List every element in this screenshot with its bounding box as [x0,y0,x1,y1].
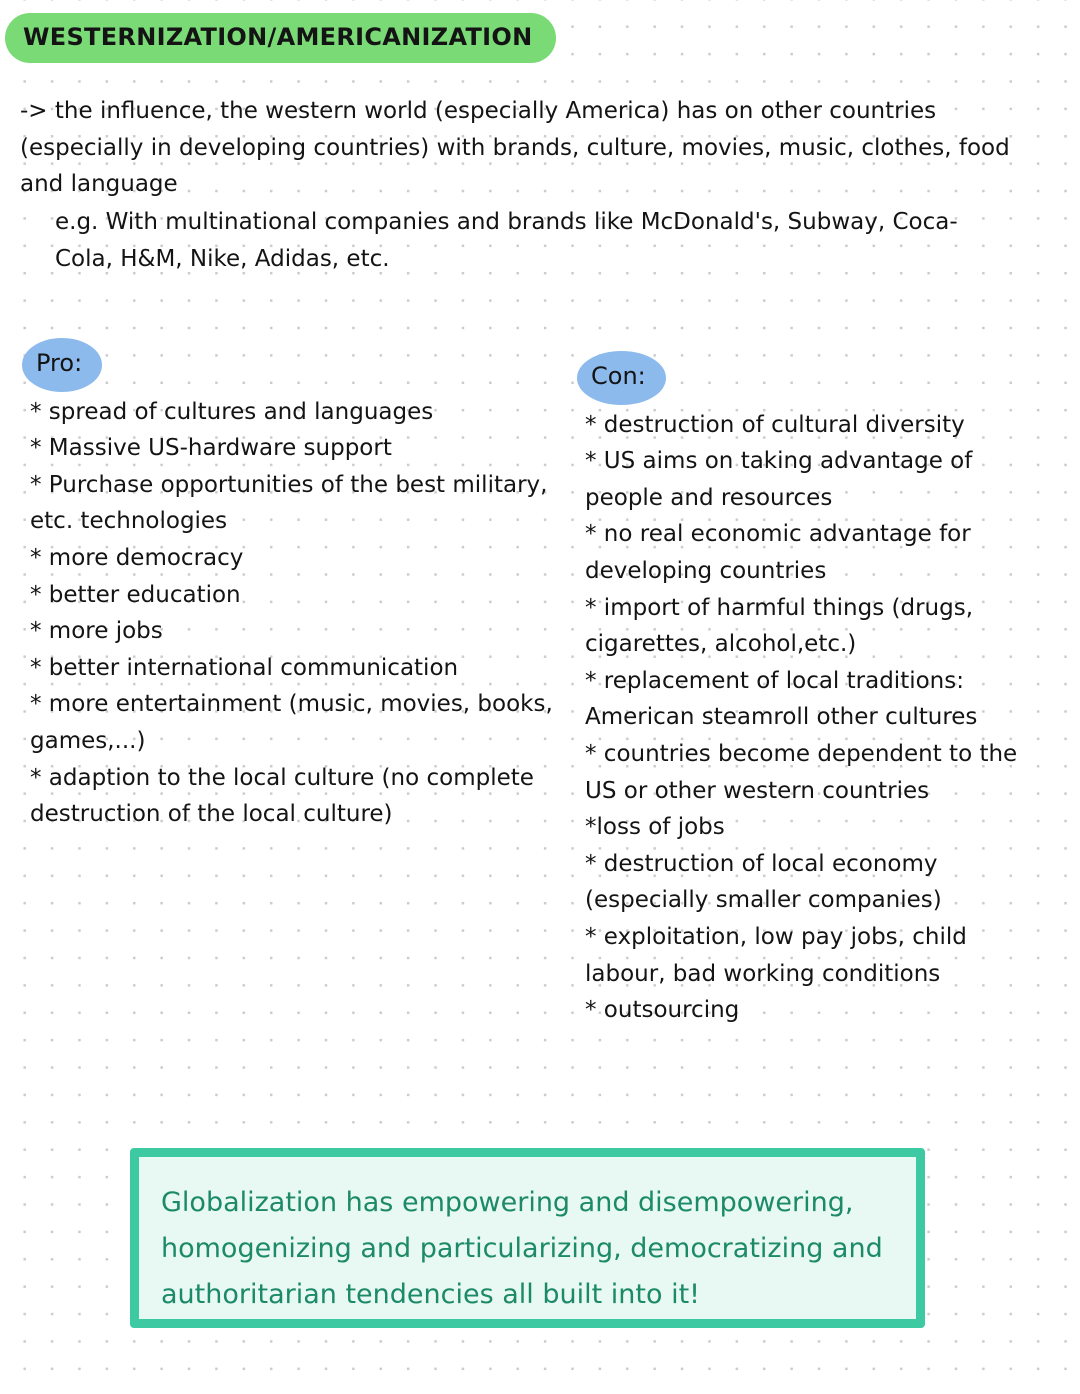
intro-line: (especially in developing countries) with brands, culture, movies, music, clothes, food [20,134,1010,161]
pro-column [30,338,565,833]
page-title: WESTERNIZATION/AMERICANIZATION [23,23,533,51]
list-item: * replacement of local traditions: American steamroll other cultures [585,667,978,731]
list-item: * spread of cultures and languages [30,398,434,425]
list-item: * countries become dependent to the US or other western countries [585,740,1018,804]
pro-label: Pro: [36,349,83,377]
list-item: * destruction of cultural diversity [585,411,965,438]
list-item: * no real economic advantage for developing countries [585,521,971,584]
list-item: * import of harmful things (drugs, cigarettes, alcohol,etc.) [585,594,974,658]
list-item: * better international communication [30,654,459,681]
summary-line: Globalization has empowering and disempowering, [161,1187,854,1218]
con-list [585,407,1047,1029]
list-item: * more jobs [30,618,163,645]
example-line: Cola, H&M, Nike, Adidas, etc. [55,245,390,272]
list-item: * outsourcing [585,997,740,1024]
list-item: * Massive US-hardware support [30,435,392,462]
list-item: * Purchase opportunities of the best military, etc. technologies [30,471,548,535]
summary-note-box [130,1148,925,1328]
summary-line: homogenizing and particularizing, democratizing and [161,1233,883,1264]
con-label: Con: [591,362,646,390]
con-column [585,351,1047,1029]
list-item: * adaption to the local culture (no complete destruction of the local culture) [30,764,534,828]
list-item: *loss of jobs [585,814,725,841]
intro-text [20,93,1050,203]
page-title-highlight [5,13,556,63]
pro-list [30,394,565,833]
pro-label-highlight [22,338,102,392]
list-item: * more entertainment (music, movies, books, games,...) [30,691,553,754]
list-item: * US aims on taking advantage of people and resources [585,448,973,511]
intro-line: and language [20,171,178,197]
example-line: e.g. With multinational companies and brands like McDonald's, Subway, Coca- [55,209,958,235]
list-item: * exploitation, low pay jobs, child labour, bad working conditions [585,923,967,987]
list-item: * more democracy [30,544,244,571]
con-label-highlight [577,351,666,405]
intro-line: -> the influence, the western world (especially America) has on other countries [20,98,937,124]
list-item: * better education [30,581,241,608]
example-text [55,204,1015,277]
summary-line: authoritarian tendencies all built into it! [161,1279,700,1310]
list-item: * destruction of local economy (especially smaller companies) [585,850,942,914]
